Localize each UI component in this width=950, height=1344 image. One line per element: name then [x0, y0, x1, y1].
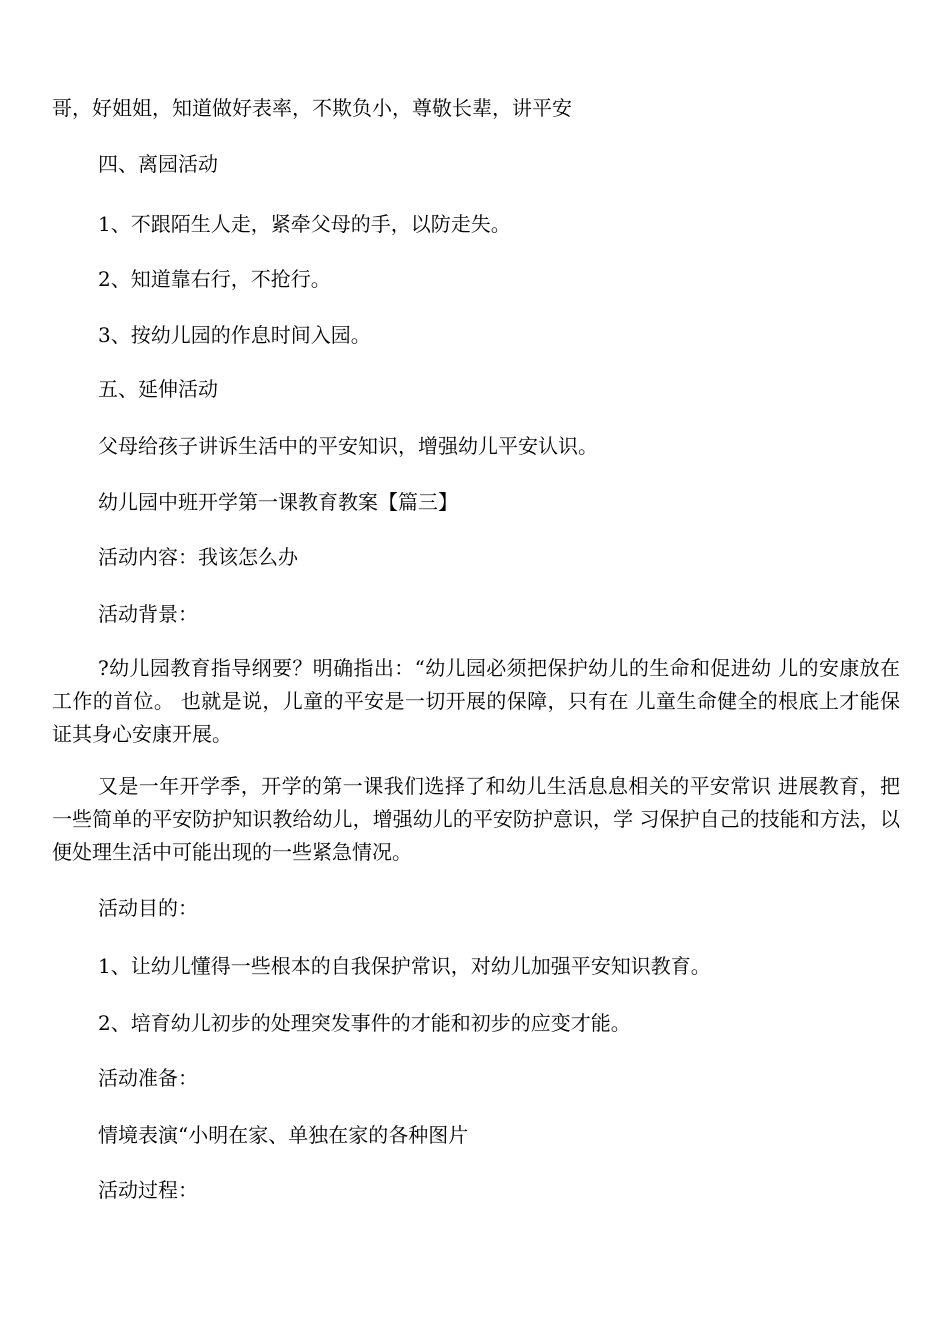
section-heading: 活动目的：	[98, 896, 198, 920]
text-line: 活动背景：	[98, 602, 198, 626]
list-item: 2、培育幼儿初步的处理突发事件的才能和初步的应变才能。	[98, 1011, 631, 1035]
text-line: 活动内容：我该怎么办	[98, 545, 298, 569]
text-line: 情境表演“小明在家、单独在家的各种图片	[98, 1123, 469, 1147]
paragraph: ?幼儿园教育指导纲要？明确指出：“幼儿园必须把保护幼儿的生命和促进幼 儿的安康放在工作的首位。 也就是说，儿童的平安是一切开展的保障，只有在 儿童生命健全的根底上才能保证其身心安康开展。	[52, 656, 900, 746]
section-heading: 四、离园活动	[98, 152, 218, 176]
section-heading: 活动准备：	[98, 1066, 198, 1090]
list-item: 3、按幼儿园的作息时间入园。	[98, 323, 371, 347]
list-item: 1、让幼儿懂得一些根本的自我保护常识，对幼儿加强平安知识教育。	[98, 954, 711, 978]
paragraph: 又是一年开学季，开学的第一课我们选择了和幼儿生活息息相关的平安常识 进展教育，把一些简单的平安防护知识教给幼儿，增强幼儿的平安防护意识，学 习保护自己的技能和方法，以便处理生活中可能出现的一些紧急情况。	[52, 774, 900, 864]
section-heading: 活动过程：	[98, 1178, 198, 1202]
list-item: 2、知道靠右行，不抢行。	[98, 267, 331, 291]
section-heading: 五、延伸活动	[98, 377, 218, 401]
text-line: 父母给孩子讲诉生活中的平安知识，增强幼儿平安认识。	[98, 434, 598, 458]
article-title: 幼儿园中班开学第一课教育教案【篇三】	[98, 490, 458, 514]
list-item: 1、不跟陌生人走，紧牵父母的手，以防走失。	[98, 212, 511, 236]
text-line: 哥，好姐姐，知道做好表率，不欺负小，尊敬长辈，讲平安	[52, 96, 572, 120]
